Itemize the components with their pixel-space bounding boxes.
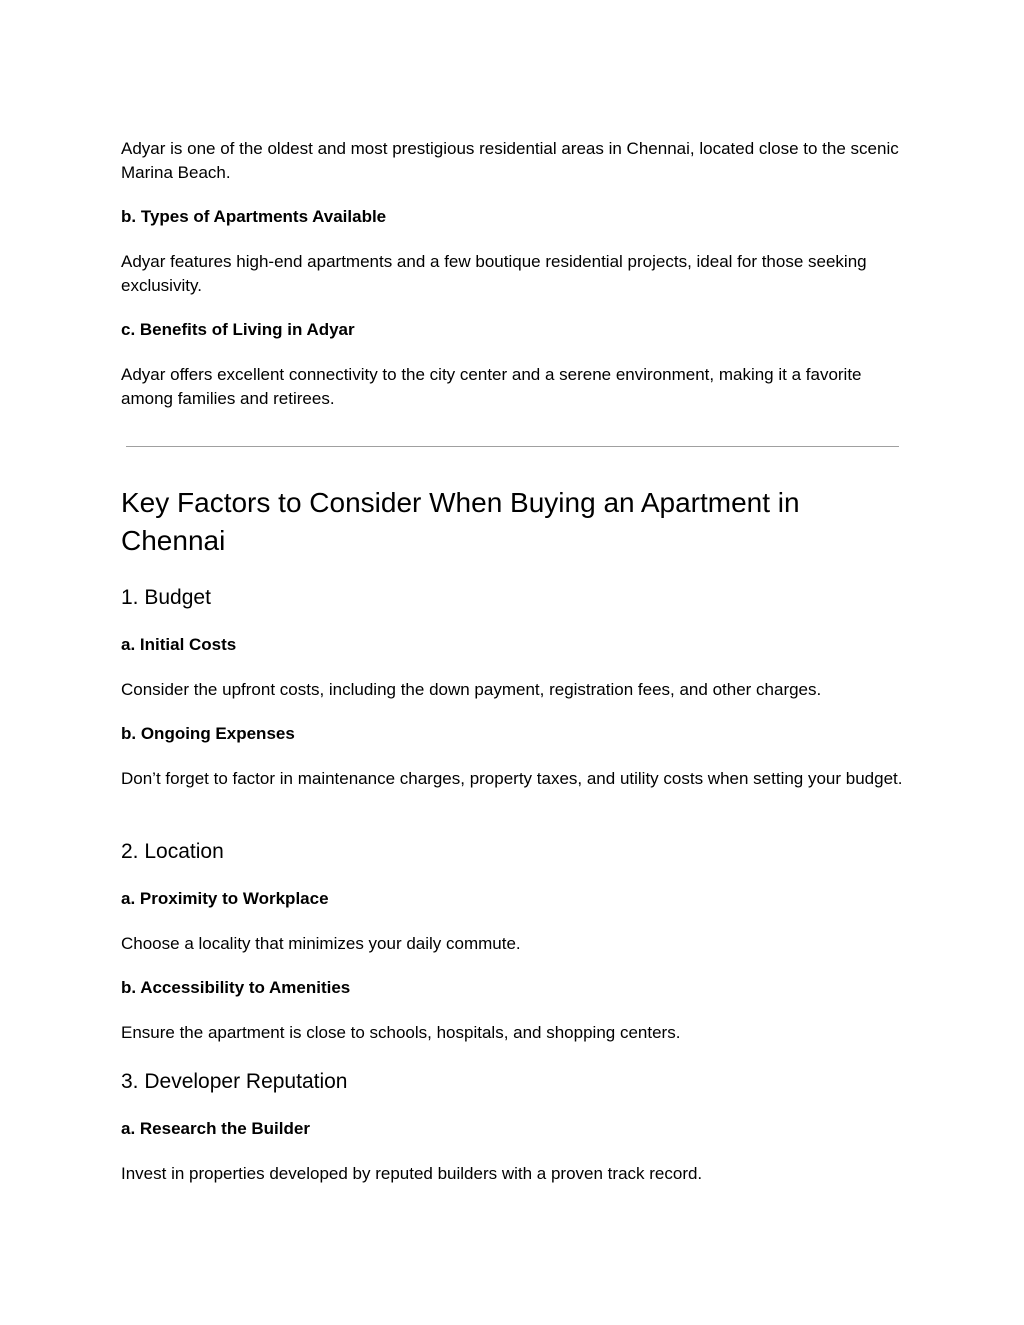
research-builder-paragraph: Invest in properties developed by reputed builders with a proven track record. (121, 1164, 703, 1183)
section-budget-heading: 1. Budget (121, 586, 211, 609)
ongoing-expenses-heading: b. Ongoing Expenses (121, 724, 295, 743)
accessibility-paragraph: Ensure the apartment is close to schools, hospitals, and shopping centers. (121, 1023, 681, 1042)
adyar-benefits-heading: c. Benefits of Living in Adyar (121, 320, 355, 339)
ongoing-expenses-paragraph: Don’t forget to factor in maintenance charges, property taxes, and utility costs when setting your budget. (121, 769, 903, 788)
proximity-paragraph: Choose a locality that minimizes your daily commute. (121, 934, 521, 953)
adyar-benefits-paragraph: Adyar offers excellent connectivity to the city center and a serene environment, making it a favorite among families and retirees. (121, 365, 862, 408)
section-developer-heading: 3. Developer Reputation (121, 1070, 348, 1093)
adyar-types-paragraph: Adyar features high-end apartments and a few boutique residential projects, ideal for those seeking exclusivity. (121, 252, 867, 295)
proximity-heading: a. Proximity to Workplace (121, 889, 329, 908)
adyar-types-heading: b. Types of Apartments Available (121, 207, 387, 226)
key-factors-title: Key Factors to Consider When Buying an Apartment in Chennai (121, 487, 800, 556)
accessibility-heading: b. Accessibility to Amenities (121, 978, 351, 997)
initial-costs-heading: a. Initial Costs (121, 635, 237, 654)
research-builder-heading: a. Research the Builder (121, 1119, 310, 1138)
initial-costs-paragraph: Consider the upfront costs, including the down payment, registration fees, and other charges. (121, 680, 822, 699)
adyar-intro-paragraph: Adyar is one of the oldest and most prestigious residential areas in Chennai, located close to the scenic Marina Beach. (121, 139, 899, 182)
horizontal-divider (126, 446, 899, 447)
section-location-heading: 2. Location (121, 840, 224, 863)
